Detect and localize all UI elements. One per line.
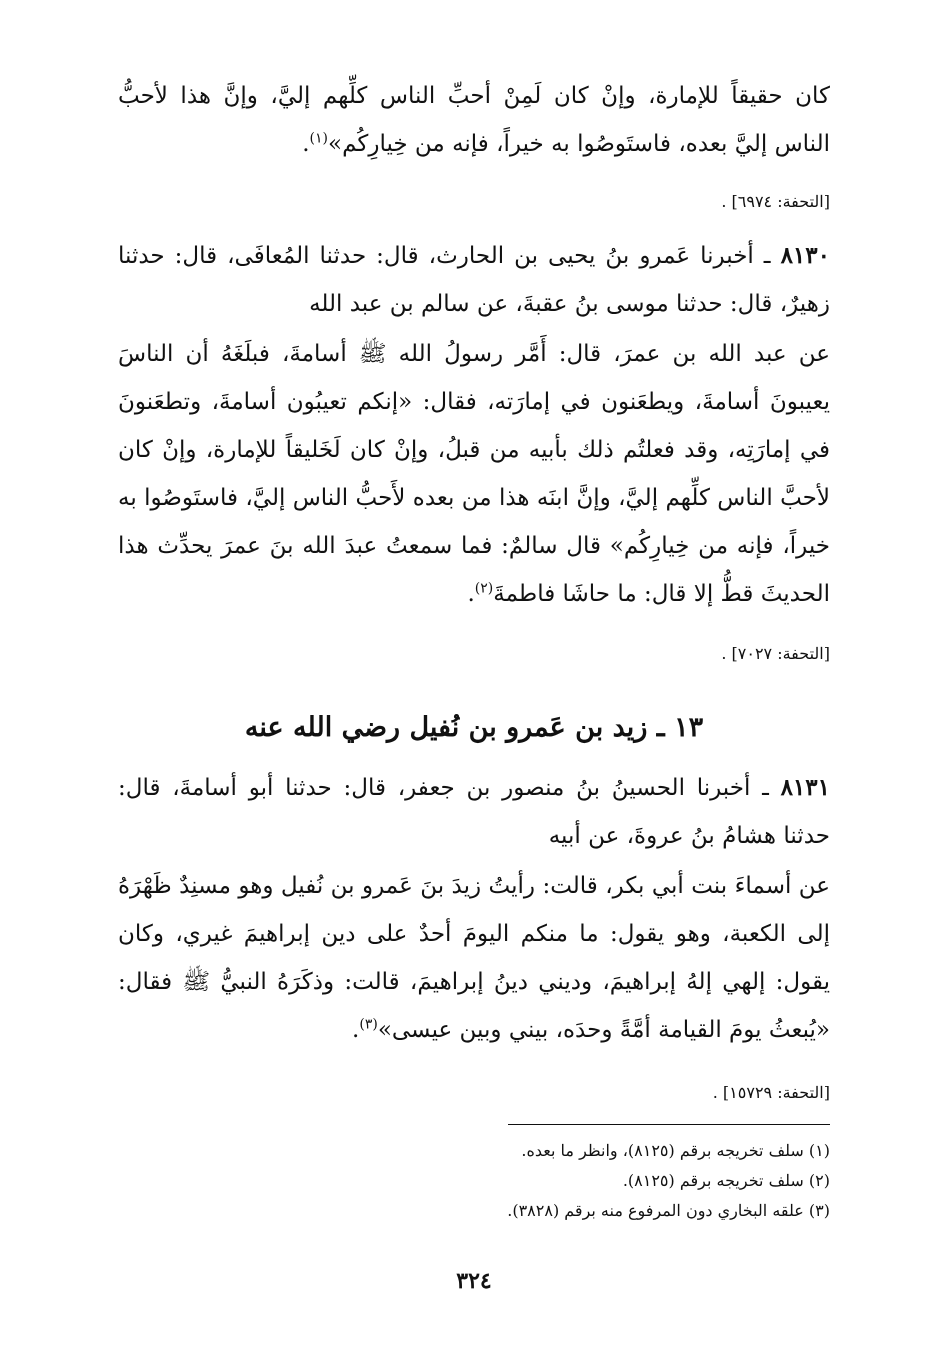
tuhfa-citation-1: [التحفة: ٦٩٧٤] . xyxy=(721,192,830,211)
hadith-number-8131: ٨١٣١ xyxy=(780,774,830,801)
hadith-8130-isnad: ٨١٣٠ ـ أخبرنا عَمرو بنُ يحيى بن الحارث، قال: حدثنا المُعافَى، قال: حدثنا زهيرٌ، قال: حدثنا موسى بنُ عقبةَ، عن سالم بن عبد الله xyxy=(118,242,830,317)
page-number: ٣٢٤ xyxy=(456,1268,492,1294)
footnote-3: (٣) علقه البخاري دون المرفوع منه برقم (٣٨٢٨). xyxy=(507,1201,830,1220)
footnote-2: (٢) سلف تخريجه برقم (٨١٢٥). xyxy=(622,1171,830,1190)
hadith-number-8130: ٨١٣٠ xyxy=(780,242,830,269)
footnote-ref-3: (٣) xyxy=(359,1016,378,1033)
tuhfa-citation-3: [التحفة: ١٥٧٢٩] . xyxy=(712,1083,830,1102)
continued-hadith-text: كان حقيقاً للإمارة، وإنْ كان لَمِنْ أحبِّ الناس كلِّهم إليَّ، وإنَّ هذا لأحبُّ الناس إليَّ بعده، فاستَوصُوا به خيراً، فإنه من خِيارِكُم»$^{(١)}$. xyxy=(118,83,830,157)
page-content xyxy=(118,0,830,1365)
hadith-8131-matn: عن أسماءَ بنت أبي بكر، قالت: رأيتُ زيدَ بنَ عَمرو بن نُفيل وهو مسنِدٌ ظَهْرَهُ إلى الكعبة، وهو يقول: ما منكم اليومَ أحدٌ على دين إبراهيمَ غيري، وكان يقول: إلهي إلهُ إبراهيمَ، وديني دينُ إبراهيمَ، قالت: وذكَرَهُ النبيُّ ﷺ فقال: «يُبعثُ يومَ القيامة أمَّةً وحدَه، بيني وبين عيسى»$^{(٣)}$. xyxy=(118,873,830,1043)
hadith-8130-matn: عن عبد الله بن عمرَ، قال: أَمَّر رسولُ الله ﷺ أسامةَ، فبلَغَهُ أن الناسَ يعيبونَ أسامةَ، ويطعَنون في إمارَته، فقال: «إنكم تعيبُون أسامةَ، وتطعَنونَ في إمارَتِه، وقد فعلتُم ذلك بأبيه من قبلُ، وإنْ كان لَخَليقاً للإمارة، وإنْ كان لأحبَّ الناس كلِّهم إليَّ، وإنَّ ابنَه هذا من بعده لأَحبُّ الناس إليَّ، فاستَوصُوا به خيراً، فإنه من خِيارِكُم» قال سالمٌ: فما سمعتُ عبدَ الله بنَ عمرَ يحدِّث هذا الحديثَ قطُّ إلا قال: ما حاشَا فاطمةَ$^{(٢)}$. xyxy=(118,341,830,607)
hadith-8131-isnad: ٨١٣١ ـ أخبرنا الحسينُ بنُ منصور بن جعفر، قال: حدثنا أبو أسامةَ، قال: حدثنا هشامُ بنُ عروةَ، عن أبيه xyxy=(118,774,830,849)
tuhfa-citation-2: [التحفة: ٧٠٢٧] . xyxy=(721,644,830,663)
footnote-ref-2: (٢) xyxy=(474,580,494,597)
footnote-ref-1: (١) xyxy=(309,130,329,147)
section-heading: ١٣ ـ زيد بن عَمرو بن نُفيل رضي الله عنه xyxy=(244,712,704,743)
footnote-1: (١) سلف تخريجه برقم (٨١٢٥)، وانظر ما بعده. xyxy=(521,1141,830,1160)
footnotes xyxy=(118,1136,830,1226)
footnote-divider xyxy=(508,1124,830,1125)
